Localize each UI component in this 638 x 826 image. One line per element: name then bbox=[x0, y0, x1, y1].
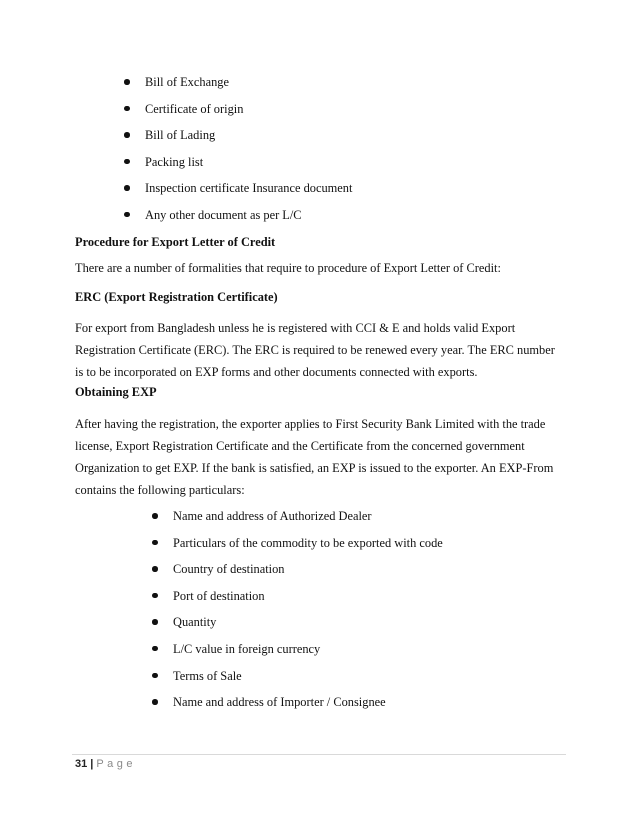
list-item: Particulars of the commodity to be exported with code bbox=[173, 535, 443, 562]
list-item: Inspection certificate Insurance document bbox=[145, 180, 352, 207]
paragraph-line: Registration Certificate (ERC). The ERC is required to be renewed every year. The ERC number bbox=[75, 343, 555, 357]
page-number: 31 bbox=[75, 758, 88, 770]
bullet-icon bbox=[152, 699, 158, 705]
list-item: Name and address of Authorized Dealer bbox=[173, 508, 443, 535]
list-item: Name and address of Importer / Consignee bbox=[173, 694, 443, 721]
bullet-icon bbox=[124, 79, 130, 85]
erc-paragraph bbox=[75, 317, 563, 383]
list-item: Port of destination bbox=[173, 588, 443, 615]
procedure-text: There are a number of formalities that require to procedure of Export Letter of Credit: bbox=[75, 261, 501, 275]
bullet-icon bbox=[152, 673, 158, 679]
list-item: Packing list bbox=[145, 154, 352, 181]
paragraph-line: is to be incorporated on EXP forms and other documents connected with exports. bbox=[75, 365, 478, 379]
bullet-icon bbox=[152, 646, 158, 652]
bullet-icon bbox=[124, 212, 130, 218]
bullet-icon bbox=[152, 513, 158, 519]
heading-exp: Obtaining EXP bbox=[75, 385, 157, 399]
document-list-2 bbox=[173, 508, 443, 721]
paragraph-line: license, Export Registration Certificate and the Certificate from the concerned government bbox=[75, 439, 525, 453]
document-list-1 bbox=[145, 74, 352, 234]
bullet-icon bbox=[124, 185, 130, 191]
bullet-icon bbox=[124, 132, 130, 138]
heading-procedure: Procedure for Export Letter of Credit bbox=[75, 235, 276, 249]
list-item: Certificate of origin bbox=[145, 101, 352, 128]
exp-paragraph bbox=[75, 413, 563, 501]
bullet-icon bbox=[152, 540, 158, 546]
paragraph-line: For export from Bangladesh unless he is registered with CCI & E and holds valid Export bbox=[75, 321, 516, 335]
footer-divider bbox=[72, 754, 566, 755]
page-label: Page bbox=[96, 758, 137, 770]
footer-separator: | bbox=[90, 758, 94, 770]
list-item: Terms of Sale bbox=[173, 668, 443, 695]
list-item: Country of destination bbox=[173, 561, 443, 588]
bullet-icon bbox=[152, 619, 158, 625]
bullet-icon bbox=[152, 566, 158, 572]
paragraph-line: After having the registration, the exporter applies to First Security Bank Limited with the trade bbox=[75, 417, 546, 431]
page-footer bbox=[75, 758, 136, 770]
heading-erc: ERC (Export Registration Certificate) bbox=[75, 290, 278, 304]
bullet-icon bbox=[152, 593, 158, 599]
paragraph-line: contains the following particulars: bbox=[75, 483, 245, 497]
list-item: Any other document as per L/C bbox=[145, 207, 352, 234]
list-item: Quantity bbox=[173, 614, 443, 641]
paragraph-line: Organization to get EXP. If the bank is satisfied, an EXP is issued to the exporter. An EXP-From bbox=[75, 461, 554, 475]
list-item: Bill of Exchange bbox=[145, 74, 352, 101]
list-item: Bill of Lading bbox=[145, 127, 352, 154]
bullet-icon bbox=[124, 106, 130, 112]
bullet-icon bbox=[124, 159, 130, 165]
list-item: L/C value in foreign currency bbox=[173, 641, 443, 668]
